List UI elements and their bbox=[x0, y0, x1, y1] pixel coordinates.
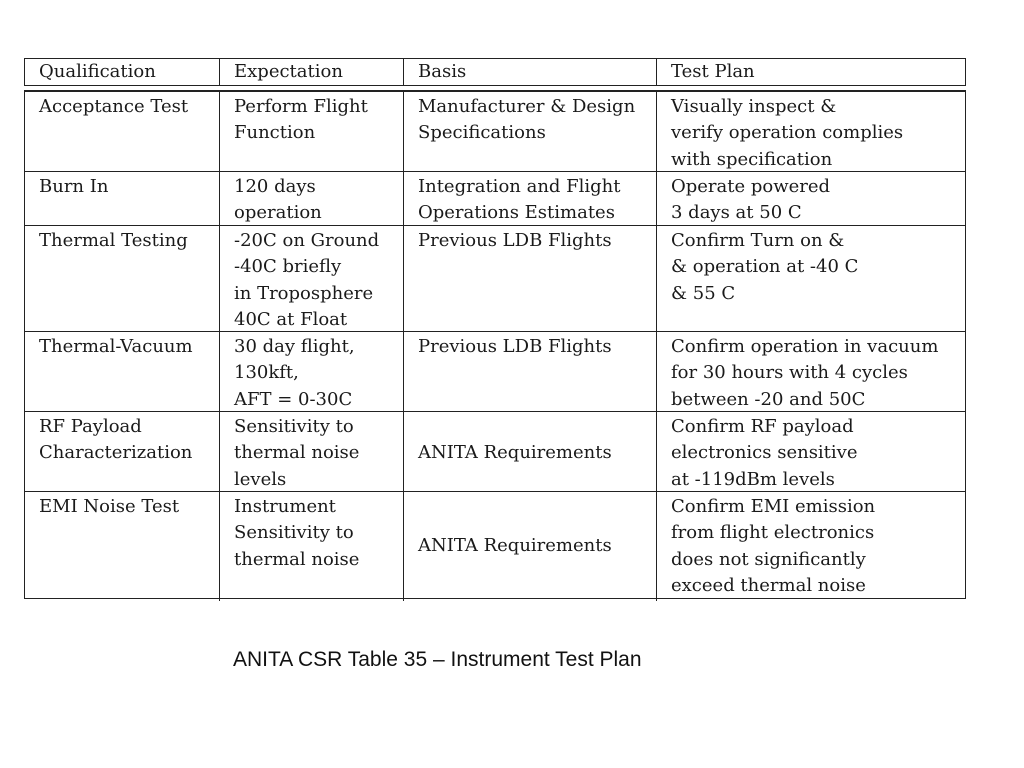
header-qualification: Qualification bbox=[25, 59, 220, 85]
cell-text-line: Confirm operation in vacuum bbox=[671, 336, 939, 357]
cell-text-line: with specification bbox=[671, 148, 833, 170]
header-expectation: Expectation bbox=[220, 59, 404, 85]
cell-text-line: operation bbox=[234, 202, 322, 224]
cell-text-line: Visually inspect & bbox=[671, 96, 837, 117]
test-plan-cell bbox=[657, 226, 967, 335]
cell-text-line: Operations Estimates bbox=[418, 202, 615, 224]
qualification-cell bbox=[25, 332, 220, 415]
cell-text-line: thermal noise bbox=[234, 442, 360, 464]
test-plan-cell bbox=[657, 412, 967, 495]
table-row bbox=[25, 172, 965, 226]
qualification-cell bbox=[25, 492, 220, 601]
cell-text-line: -20C on Ground bbox=[234, 230, 380, 251]
cell-text-line: exceed thermal noise bbox=[671, 574, 866, 596]
qualification-cell bbox=[25, 92, 220, 175]
cell-text-line: Instrument bbox=[234, 496, 336, 517]
cell-text-line: levels bbox=[234, 468, 287, 490]
cell-text-line: Specifications bbox=[418, 122, 546, 144]
qualification-cell bbox=[25, 172, 220, 229]
cell-text-line: does not significantly bbox=[671, 548, 866, 570]
cell-text-line: Integration and Flight bbox=[418, 176, 621, 197]
table-row bbox=[25, 412, 965, 492]
expectation-cell bbox=[220, 492, 404, 601]
table-row bbox=[25, 92, 965, 172]
cell-text-line: AFT = 0-30C bbox=[234, 388, 353, 410]
header-test-plan: Test Plan bbox=[671, 61, 755, 82]
basis-cell bbox=[404, 412, 657, 495]
test-plan-cell bbox=[657, 492, 967, 601]
basis-cell bbox=[404, 92, 657, 175]
basis-cell bbox=[404, 226, 657, 335]
cell-text-line: Confirm EMI emission bbox=[671, 496, 876, 517]
cell-text-line: electronics sensitive bbox=[671, 442, 858, 464]
header-basis: Basis bbox=[404, 59, 657, 85]
cell-text-line: Previous LDB Flights bbox=[418, 336, 612, 357]
cell-text-line: Burn In bbox=[39, 176, 109, 197]
cell-text-line: in Troposphere bbox=[234, 282, 374, 304]
cell-text-line: Previous LDB Flights bbox=[418, 230, 612, 251]
expectation-cell bbox=[220, 92, 404, 175]
cell-text-line: for 30 hours with 4 cycles bbox=[671, 362, 908, 384]
cell-text-line: RF Payload bbox=[39, 416, 142, 437]
table-body bbox=[24, 90, 966, 599]
cell-text-line: 120 days bbox=[234, 176, 316, 197]
cell-text-line: Acceptance Test bbox=[39, 96, 189, 117]
cell-text-line: ANITA Requirements bbox=[418, 535, 612, 557]
basis-cell bbox=[404, 492, 657, 601]
expectation-cell bbox=[220, 332, 404, 415]
cell-text-line: Manufacturer & Design bbox=[418, 96, 636, 117]
cell-text-line: 130kft, bbox=[234, 362, 299, 384]
expectation-cell bbox=[220, 412, 404, 495]
cell-text-line: 3 days at 50 C bbox=[671, 202, 802, 224]
cell-text-line: Confirm RF payload bbox=[671, 416, 854, 437]
test-plan-cell bbox=[657, 92, 967, 175]
cell-text-line: Thermal-Vacuum bbox=[39, 336, 193, 357]
cell-text-line: 30 day flight, bbox=[234, 336, 355, 357]
cell-text-line: -40C briefly bbox=[234, 256, 342, 278]
cell-text-line: Function bbox=[234, 122, 316, 144]
table-row bbox=[25, 226, 965, 332]
cell-text-line: Sensitivity to bbox=[234, 416, 354, 437]
cell-text-line: verify operation complies bbox=[671, 122, 904, 144]
table-caption: ANITA CSR Table 35 – Instrument Test Plan bbox=[233, 648, 642, 671]
table-row bbox=[25, 492, 965, 598]
cell-text-line: from flight electronics bbox=[671, 522, 875, 544]
cell-text-line: Sensitivity to bbox=[234, 522, 354, 544]
cell-text-line: & operation at -40 C bbox=[671, 256, 859, 278]
cell-text-line: Perform Flight bbox=[234, 96, 368, 117]
expectation-cell bbox=[220, 226, 404, 335]
cell-text-line: EMI Noise Test bbox=[39, 496, 180, 517]
cell-text-line: at -119dBm levels bbox=[671, 468, 835, 490]
table-row bbox=[25, 332, 965, 412]
cell-text-line: Operate powered bbox=[671, 176, 831, 197]
expectation-cell bbox=[220, 172, 404, 229]
qualification-cell bbox=[25, 226, 220, 335]
qualification-cell bbox=[25, 412, 220, 495]
cell-text-line: Confirm Turn on & bbox=[671, 230, 845, 251]
basis-cell bbox=[404, 172, 657, 229]
table-header-row bbox=[24, 58, 966, 86]
cell-text-line: between -20 and 50C bbox=[671, 388, 866, 410]
cell-text-line: & 55 C bbox=[671, 282, 736, 304]
cell-text-line: Thermal Testing bbox=[39, 230, 188, 251]
test-plan-table bbox=[24, 58, 966, 599]
cell-text-line: ANITA Requirements bbox=[418, 442, 612, 464]
test-plan-cell bbox=[657, 332, 967, 415]
cell-text-line: 40C at Float bbox=[234, 308, 348, 330]
cell-text-line: thermal noise bbox=[234, 548, 360, 570]
test-plan-cell bbox=[657, 172, 967, 229]
cell-text-line: Characterization bbox=[39, 442, 193, 464]
basis-cell bbox=[404, 332, 657, 415]
